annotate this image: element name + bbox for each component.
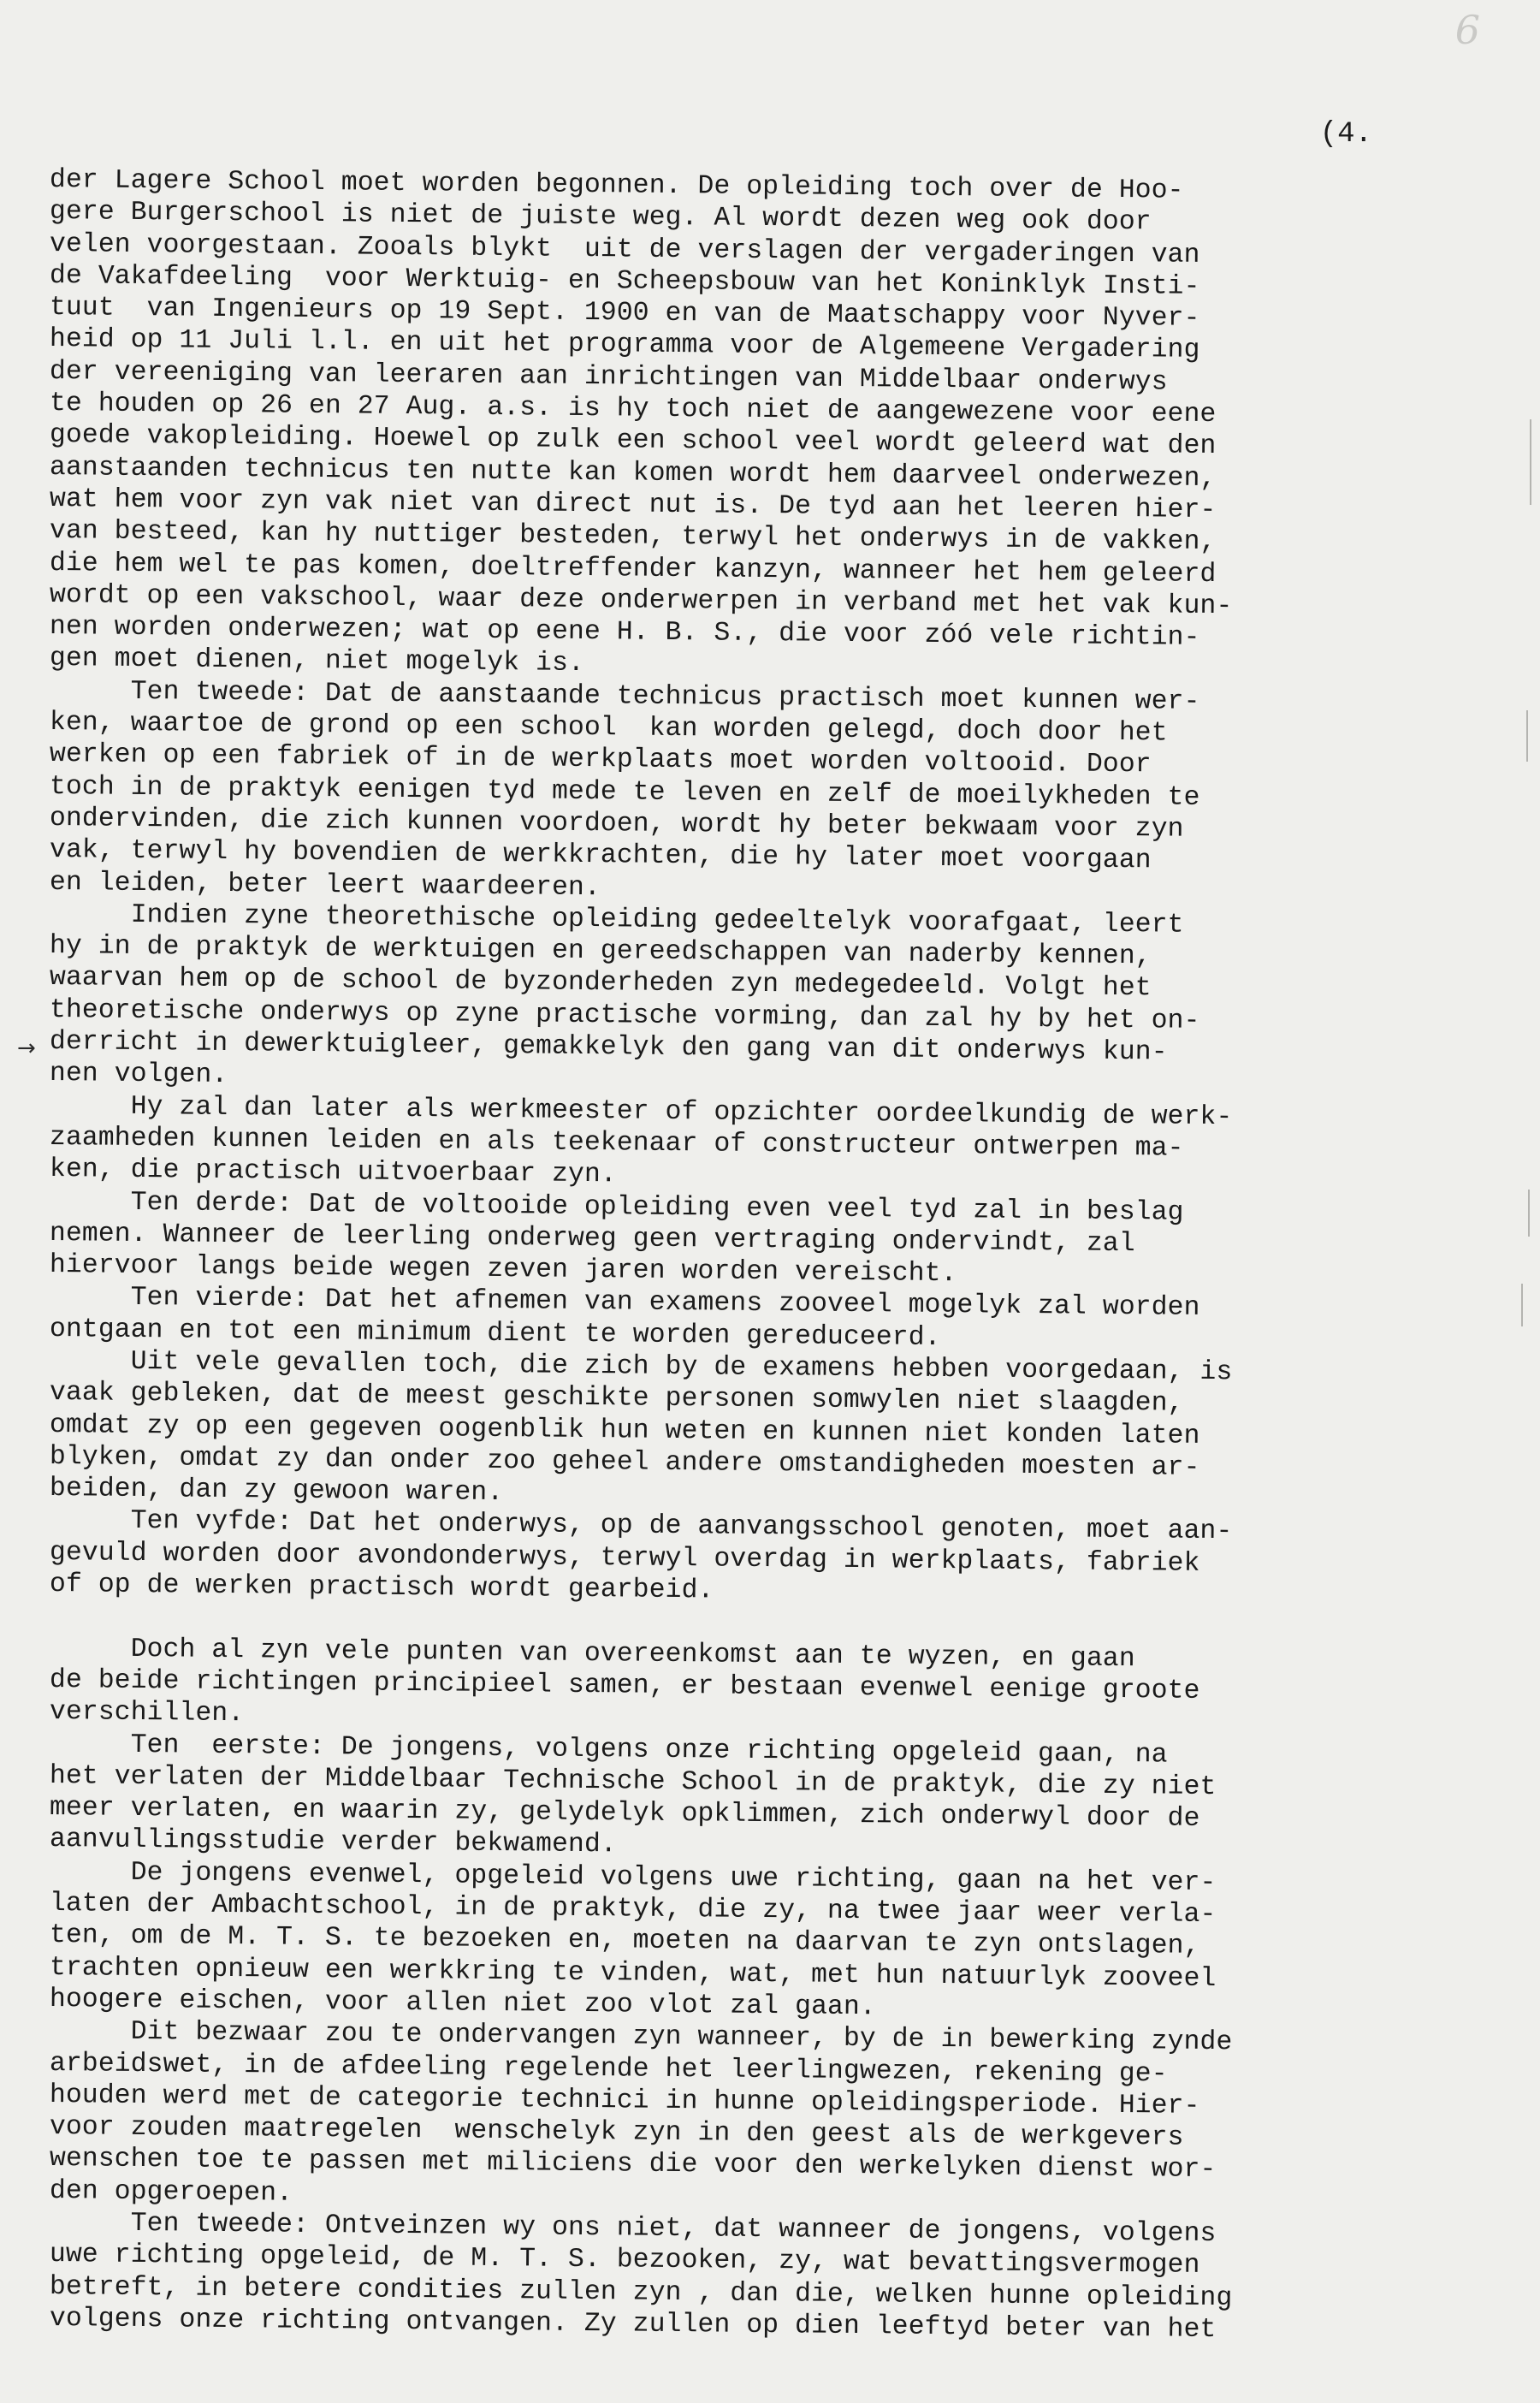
text-line: de beide richtingen principieel samen, er bestaan evenwel eenige groote: [49, 1664, 1200, 1706]
page-number: (4.: [1319, 118, 1372, 151]
text-line: houden werd met de categorie technici in hunne opleidingsperiode. Hier-: [49, 2080, 1200, 2121]
text-line: werken op een fabriek of in de werkplaats moet worden voltooid. Door: [49, 739, 1152, 780]
text-line: hiervoor langs beide wegen zeven jaren worden vereischt.: [49, 1250, 957, 1290]
text-line: der Lagere School moet worden begonnen. De opleiding toch over de Hoo-: [49, 165, 1184, 206]
text-line: De jongens evenwel, opgeleid volgens uwe richting, gaan na het ver-: [49, 1856, 1217, 1898]
text-line: wordt op een vakschool, waar deze onderwerpen in verband met het vak kun-: [49, 579, 1233, 622]
text-line: ken, waartoe de grond op een school kan worden gelegd, doch door het: [49, 708, 1168, 749]
text-line: gere Burgerschool is niet de juiste weg. Al wordt dezen weg ook door: [49, 197, 1152, 238]
margin-mark: [1521, 1284, 1523, 1326]
archive-page-number: 6: [1454, 7, 1480, 53]
text-line: meer verlaten, en waarin zy, gelydelyk opklimmen, zich onderwyl door de: [49, 1793, 1200, 1835]
text-line: ontgaan en tot een minimum dient te worden gereduceerd.: [49, 1314, 941, 1353]
text-line: de Vakafdeeling voor Werktuig- en Scheepsbouw van het Koninklyk Insti-: [49, 260, 1200, 302]
text-line: vaak gebleken, dat de meest geschikte personen somwylen niet slaagden,: [49, 1378, 1184, 1420]
margin-mark: [1530, 419, 1531, 505]
text-line: wenschen toe te passen met miliciens die voor den werkelyken dienst wor-: [49, 2144, 1217, 2186]
text-line: gen moet dienen, niet mogelyk is.: [49, 644, 585, 679]
text-line: trachten opnieuw een werkkring te vinden, wat, met hun natuurlyk zooveel: [49, 1952, 1217, 1994]
text-line: omdat zy op een gegeven oogenblik hun weten en kunnen niet konden laten: [49, 1409, 1200, 1451]
text-line: tuut van Ingenieurs op 19 Sept. 1900 en van de Maatschappy voor Nyver-: [49, 293, 1200, 335]
text-line: betreft, in betere condities zullen zyn , dan die, welken hunne opleiding: [49, 2271, 1233, 2313]
text-line: of op de werken practisch wordt gearbeid.: [49, 1569, 714, 1606]
text-line: verschillen.: [49, 1697, 245, 1730]
text-line: die hem wel te pas komen, doeltreffender kanzyn, wanneer het hem geleerd: [49, 548, 1217, 590]
text-line: voor zouden maatregelen wenschelyk zyn in den geest als de werkgevers: [49, 2112, 1184, 2153]
text-line: toch in de praktyk eenigen tyd mede te leven en zelf de moeilykheden te: [49, 771, 1200, 813]
text-line: ken, die practisch uitvoerbaar zyn.: [49, 1154, 617, 1190]
text-line: theoretische onderwys op zyne practische vorming, dan zal hy by het on-: [49, 994, 1200, 1036]
text-line: Uit vele gevallen toch, die zich by de examens hebben voorgedaan, is: [49, 1345, 1233, 1388]
text-line: aanstaanden technicus ten nutte kan komen wordt hem daarveel onderwezen,: [49, 452, 1217, 494]
text-line: en leiden, beter leert waardeeren.: [49, 867, 601, 903]
text-line: hoogere eischen, voor allen niet zoo vlot zal gaan.: [49, 1984, 876, 2023]
text-line: laten der Ambachtschool, in de praktyk, die zy, na twee jaar weer verla-: [49, 1889, 1217, 1931]
text-line: nemen. Wanneer de leerling onderweg geen vertraging ondervindt, zal: [49, 1218, 1135, 1259]
text-line: uwe richting opgeleid, de M. T. S. bezooken, zy, wat bevattingsvermogen: [49, 2240, 1200, 2281]
margin-mark: [1526, 710, 1528, 762]
text-line: Hy zal dan later als werkmeester of opzichter oordeelkundig de werk-: [49, 1090, 1233, 1132]
text-line: velen voorgestaan. Zooals blykt uit de verslagen der vergaderingen van: [49, 228, 1200, 270]
text-line: nen volgen.: [49, 1059, 228, 1091]
text-line: blyken, omdat zy dan onder zoo geheel andere omstandigheden moesten ar-: [49, 1441, 1200, 1483]
text-line: derricht in dewerktuigleer, gemakkelyk den gang van dit onderwys kun-: [49, 1027, 1168, 1068]
letter-body: [49, 164, 1496, 2345]
text-line: te houden op 26 en 27 Aug. a.s. is hy toch niet de aangewezene voor eene: [49, 389, 1217, 430]
text-line: gevuld worden door avondonderwys, terwyl overdag in werkplaats, fabriek: [49, 1537, 1200, 1579]
text-line: arbeidswet, in de afdeeling regelende het leerlingwezen, rekening ge-: [49, 2048, 1168, 2090]
margin-arrow-icon: →: [17, 1035, 36, 1061]
text-line: vak, terwyl hy bovendien de werkkrachten, die hy later moet voorgaan: [49, 835, 1152, 876]
text-line: Doch al zyn vele punten van overeenkomst aan te wyzen, en gaan: [49, 1633, 1135, 1674]
text-line: het verlaten der Middelbaar Technische School in de praktyk, die zy niet: [49, 1760, 1217, 1802]
text-line: den opgeroepen.: [49, 2175, 293, 2209]
text-line: Dit bezwaar zou te ondervangen zyn wanneer, by de in bewerking zynde: [49, 2016, 1233, 2058]
text-line: ten, om de M. T. S. te bezoeken en, moeten na daarvan te zyn ontslagen,: [49, 1920, 1200, 1962]
text-line: Ten derde: Dat de voltooide opleiding even veel tyd zal in beslag: [49, 1186, 1184, 1228]
text-line: aanvullingsstudie verder bekwamend.: [49, 1824, 617, 1860]
text-line: ondervinden, die zich kunnen voordoen, wordt hy beter bekwaam voor zyn: [49, 803, 1184, 845]
text-line: hy in de praktyk de werktuigen en gereedschappen van naderby kennen,: [49, 931, 1152, 972]
text-line: Ten tweede: Dat de aanstaande technicus practisch moet kunnen wer-: [49, 675, 1200, 717]
text-line: Indien zyne theorethische opleiding gedeeltelyk voorafgaat, leert: [49, 899, 1184, 940]
text-line: wat hem voor zyn vak niet van direct nut is. De tyd aan het leeren hier-: [49, 484, 1217, 526]
text-line: Ten vierde: Dat het afnemen van examens zooveel mogelyk zal worden: [49, 1282, 1200, 1324]
text-line: Ten tweede: Ontveinzen wy ons niet, dat wanneer de jongens, volgens: [49, 2208, 1217, 2250]
text-line: Ten eerste: De jongens, volgens onze richting opgeleid gaan, na: [49, 1729, 1168, 1771]
text-line: Ten vyfde: Dat het onderwys, op de aanvangsschool genoten, moet aan-: [49, 1505, 1233, 1547]
text-line: nen worden onderwezen; wat op eene H. B. S., die voor zóó vele richtin-: [49, 612, 1200, 654]
text-line: beiden, dan zy gewoon waren.: [49, 1474, 504, 1509]
text-line: heid op 11 Juli l.l. en uit het programma voor de Algemeene Vergadering: [49, 324, 1200, 366]
text-line: van besteed, kan hy nuttiger besteden, terwyl het onderwys in de vakken,: [49, 516, 1217, 558]
text-line: goede vakopleiding. Hoewel op zulk een school veel wordt geleerd wat den: [49, 420, 1217, 462]
margin-mark: [1528, 1190, 1530, 1237]
text-line: waarvan hem op de school de byzonderheden zyn medegedeeld. Volgt het: [49, 963, 1152, 1004]
text-line: zaamheden kunnen leiden en als teekenaar of constructeur ontwerpen ma-: [49, 1122, 1184, 1164]
text-line: der vereeniging van leeraren aan inrichtingen van Middelbaar onderwys: [49, 356, 1168, 398]
text-line: volgens onze richting ontvangen. Zy zullen op dien leeftyd beter van het: [49, 2303, 1217, 2345]
